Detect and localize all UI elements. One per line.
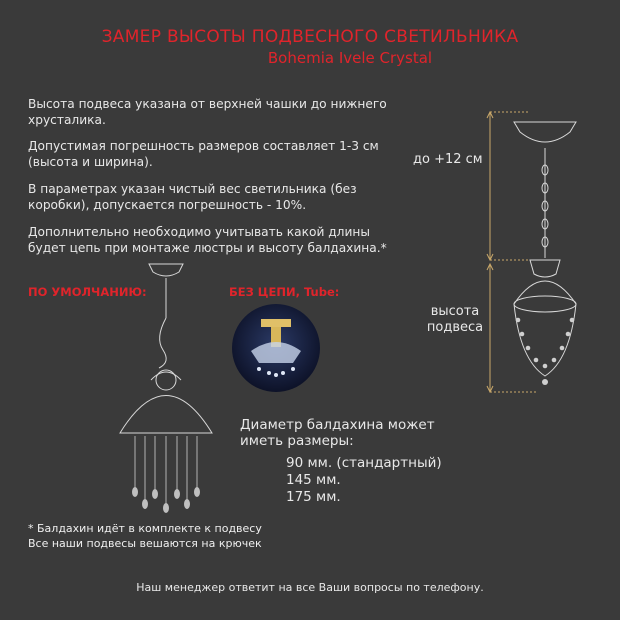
footer-contact: Наш менеджер ответит на все Ваши вопросы по телефону. (136, 581, 484, 594)
info-paragraph-weight: В параметрах указан чистый вес светильника (без коробки), допускается погрешность - 10%. (28, 182, 357, 212)
note-hook-mount: Все наши подвесы вешаются на крючек (28, 537, 262, 550)
info-paragraph-chain: Дополнительно необходимо учитывать какой длины будет цепь при монтаже люстры и высоту балдахина.* (28, 225, 387, 255)
height-label-line1: высота (430, 304, 480, 319)
height-label-line2: подвеса (426, 320, 484, 335)
note-canopy-included: * Балдахин идёт в комплекте к подвесу (28, 522, 262, 535)
page-title: ЗАМЕР ВЫСОТЫ ПОДВЕСНОГО СВЕТИЛЬНИКА (101, 27, 519, 47)
canopy-heading-line1: Диаметр балдахина может (240, 417, 435, 433)
info-paragraph-tolerance: Допустимая погрешность размеров составляет 1-3 см (высота и ширина). (28, 139, 379, 169)
canopy-size-175: 175 мм. (286, 489, 341, 505)
canopy-heading-line2: иметь размеры: (240, 433, 354, 449)
canopy-size-standard: 90 мм. (стандартный) (286, 455, 442, 471)
measured-pendant-drawing (478, 108, 598, 400)
default-option-label: ПО УМОЛЧАНИЮ: (28, 285, 147, 299)
tube-option-label: БЕЗ ЦЕПИ, Tube: (229, 285, 340, 299)
info-paragraph-height: Высота подвеса указана от верхней чашки до нижнего хрусталика. (28, 97, 387, 127)
page-subtitle: Bohemia Ivele Crystal (267, 49, 433, 67)
canopy-size-145: 145 мм. (286, 472, 341, 488)
default-pendant-drawing (105, 258, 225, 520)
chain-extra-label: до +12 см (413, 152, 483, 167)
tube-canopy-photo (231, 303, 321, 393)
